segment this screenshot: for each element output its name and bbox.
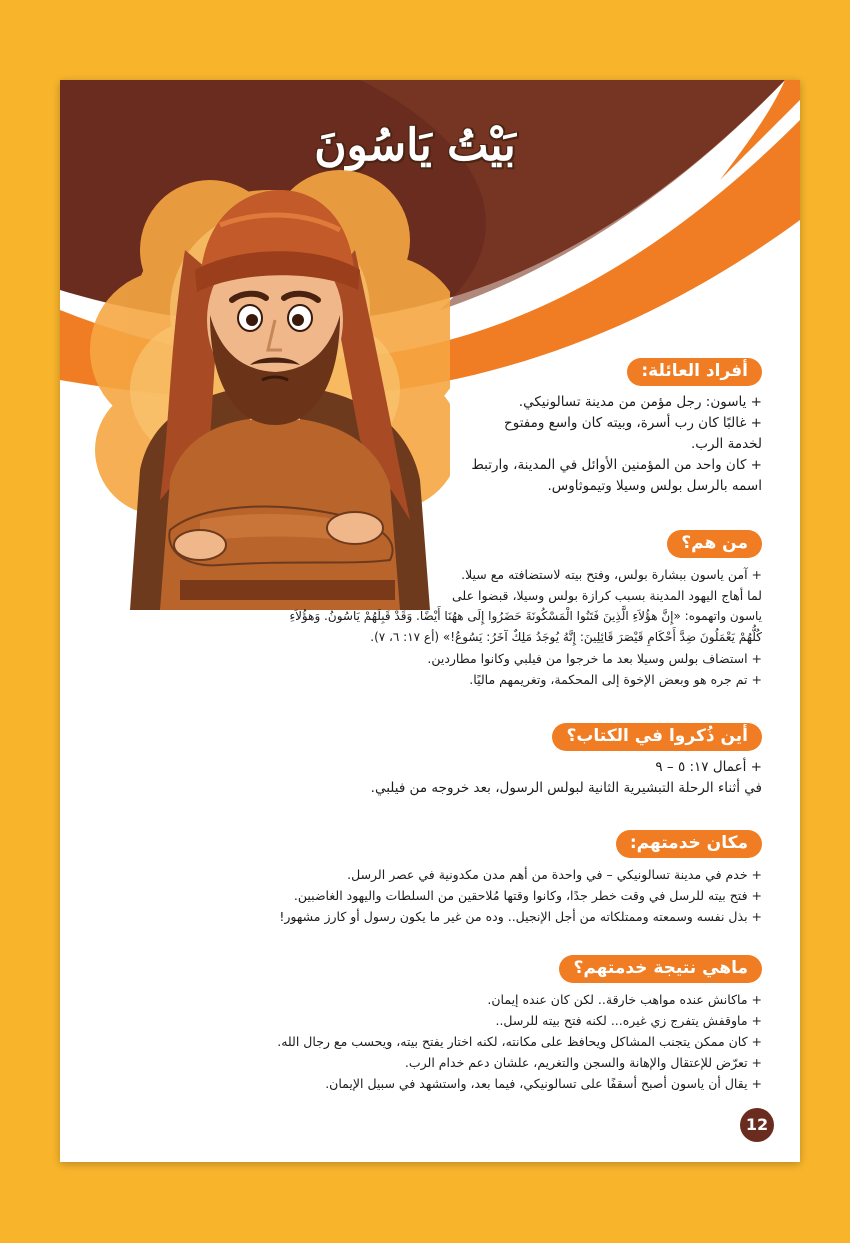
section-heading: أين ذُكروا في الكتاب؟ <box>552 723 762 751</box>
text-line: + أعمال ١٧: ٥ – ٩ <box>655 759 762 775</box>
section-body <box>277 989 762 1094</box>
text-line: ياسون واتهموه: «إِنَّ هؤُلاَءِ الَّذِينَ فَتَنُوا الْمَسْكُونَةَ حَضَرُوا إِلَى ههُنَا أَيْضًا. وَقَدْ قَبِلَهُمْ يَاسُونُ. وَهؤُلاَءِ <box>289 609 762 623</box>
text-line: + غالبًا كان رب أسرة، وبيته كان واسع ومفتوح <box>504 415 762 431</box>
text-line: لما أهاج اليهود المدينة بسبب كرازة بولس وسيلا، قبضوا على <box>452 588 762 603</box>
text-line: + يقال أن ياسون أصبح أسقفًا على تسالونيكي، فيما بعد، واستشهد في سبيل الإيمان. <box>325 1076 762 1091</box>
text-line: كُلُّهُمْ يَعْمَلُونَ ضِدَّ أَحْكَامِ قَيْصَرَ قَائِلِينَ: إِنَّهُ يُوجَدُ مَلِكٌ آخَرُ: يَسُوعُ!» (أع ١٧: ٦، ٧). <box>370 630 762 644</box>
text-line: في أثناء الرحلة التبشيرية الثانية لبولس الرسول، بعد خروجه من فيلبي. <box>370 780 762 796</box>
text-line: + كان واحد من المؤمنين الأوائل في المدينة، وارتبط <box>471 457 762 473</box>
text-line: + تم جره هو وبعض الإخوة إلى المحكمة، وتغريمهم ماليًا. <box>469 672 762 687</box>
section-heading: ماهي نتيجة خدمتهم؟ <box>559 955 762 983</box>
page-number: 12 <box>740 1108 774 1142</box>
text-line: + كان ممكن يتجنب المشاكل ويحافظ على مكانته، لكنه اختار يفتح بيته، ويحسب مع رجال الله. <box>277 1034 762 1049</box>
text-line: + فتح بيته للرسل في وقت خطر جدًا، وكانوا وقتها مُلاحقين من السلطات واليهود الغاضبين. <box>293 888 762 903</box>
page-title: بَيْتُ يَاسُونَ <box>314 120 516 171</box>
text-line: + خدم في مدينة تسالونيكي – في واحدة من أهم مدن مكدونية في عصر الرسل. <box>347 867 762 882</box>
section-body <box>471 392 762 497</box>
section-who <box>289 530 762 690</box>
section-family <box>471 358 762 497</box>
section-heading: مكان خدمتهم: <box>616 830 762 858</box>
page <box>60 80 800 1162</box>
text-line: + بذل نفسه وسمعته وممتلكاته من أجل الإنجيل.. وده من غير ما يكون رسول أو كارز مشهور! <box>279 909 762 924</box>
section-heading: أفراد العائلة: <box>627 358 762 386</box>
text-line: + ماوقفش يتفرج زي غيره... لكنه فتح بيته للرسل.. <box>495 1013 762 1028</box>
text-line: لخدمة الرب. <box>691 436 762 452</box>
section-body <box>289 564 762 690</box>
section-result <box>277 955 762 1094</box>
text-line: + ماكانش عنده مواهب خارقة.. لكن كان عنده إيمان. <box>487 992 762 1007</box>
text-line: + ياسون: رجل مؤمن من مدينة تسالونيكي. <box>518 394 762 410</box>
section-heading: من هم؟ <box>667 530 762 558</box>
section-references <box>371 723 762 799</box>
section-body <box>279 864 762 927</box>
text-line: اسمه بالرسل بولس وسيلا وتيموثاوس. <box>547 478 762 494</box>
text-line: + تعرّض للإعتقال والإهانة والسجن والتغريم، علشان دعم خدام الرب. <box>404 1055 762 1070</box>
section-service-place <box>279 830 762 927</box>
text-line: + استضاف بولس وسيلا بعد ما خرجوا من فيلبي وكانوا مطاردين. <box>427 651 762 666</box>
section-body <box>371 757 762 799</box>
text-line: + آمن ياسون ببشارة بولس، وفتح بيته لاستضافته مع سيلا. <box>461 567 762 582</box>
